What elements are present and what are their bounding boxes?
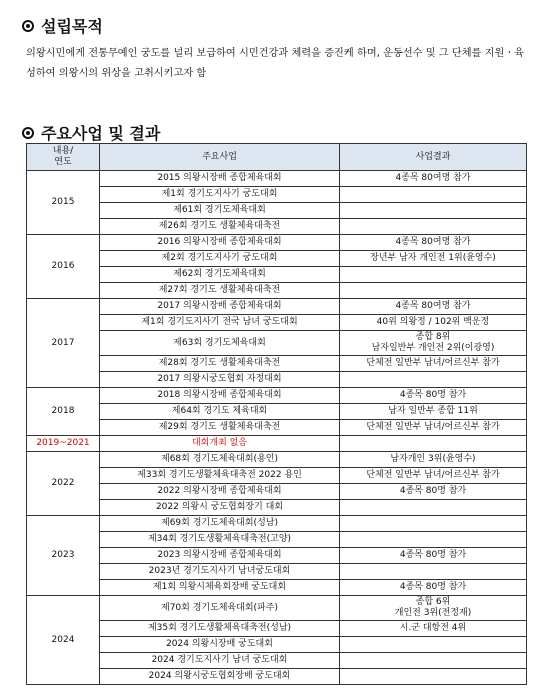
- table-row: [27, 356, 527, 372]
- result-cell: 시.군 대항전 4위: [340, 621, 527, 637]
- result-cell: 장년부 남자 개인전 1위(윤영수): [340, 251, 527, 267]
- results-table: [26, 143, 527, 685]
- purpose-title: 설립목적: [41, 17, 103, 36]
- header-result: 사업결과: [340, 144, 527, 171]
- table-row: [27, 669, 527, 685]
- result-cell: [340, 436, 527, 452]
- header-business: 주요사업: [100, 144, 340, 171]
- table-row: [27, 516, 527, 532]
- table-row: [27, 621, 527, 637]
- table-row: [27, 315, 527, 331]
- business-cell: 2024 의왕시궁도협회장배 궁도대회: [100, 669, 340, 685]
- business-cell: 2018 의왕시장배 종합체육대회: [100, 388, 340, 404]
- result-cell: 남자 일반부 종합 11위: [340, 404, 527, 420]
- business-cell: 제27회 경기도 생활체육대축전: [100, 283, 340, 299]
- result-cell: [340, 219, 527, 235]
- table-row: [27, 484, 527, 500]
- result-cell: [340, 283, 527, 299]
- result-cell: [340, 596, 527, 621]
- result-cell: [340, 564, 527, 580]
- business-cell: 제61회 경기도체육대회: [100, 203, 340, 219]
- result-cell: [340, 331, 527, 356]
- business-cell: 제1회 경기도지사기 전국 남녀 궁도대회: [100, 315, 340, 331]
- result-cell: 4종목 80명 참가: [340, 580, 527, 596]
- business-cell: 대회개최 없음: [100, 436, 340, 452]
- business-cell: 제68회 경기도체육대회(용인): [100, 452, 340, 468]
- business-cell: 제33회 경기도생활체육대축전 2022 용인: [100, 468, 340, 484]
- result-cell: [340, 203, 527, 219]
- business-cell: 2023 의왕시장배 종합체육대회: [100, 548, 340, 564]
- result-cell: 4종목 80명 참가: [340, 484, 527, 500]
- business-cell: 2024 의왕시장배 궁도대회: [100, 637, 340, 653]
- table-header-row: [27, 144, 527, 171]
- table-row: [27, 436, 527, 452]
- table-row: [27, 219, 527, 235]
- result-cell: [340, 532, 527, 548]
- result-cell: 4종목 80명 참가: [340, 388, 527, 404]
- table-row: [27, 404, 527, 420]
- business-cell: 2023년 경기도지사기 남녀궁도대회: [100, 564, 340, 580]
- result-cell: 단체전 일반부 남녀/어르신부 참가: [340, 356, 527, 372]
- business-cell: 제70회 경기도체육대회(파주): [100, 596, 340, 621]
- table-row: [27, 653, 527, 669]
- business-cell: 제28회 경기도 생활체육대축전: [100, 356, 340, 372]
- result-cell: [340, 500, 527, 516]
- table-row: [27, 251, 527, 267]
- year-cell: 2019~2021: [27, 436, 100, 452]
- result-line: 종합 8위: [415, 332, 451, 342]
- results-title: 주요사업 및 결과: [41, 124, 161, 143]
- result-cell: 4종목 80여명 참가: [340, 299, 527, 315]
- purpose-heading: [22, 14, 103, 37]
- result-cell: 남자개인 3위(윤영수): [340, 452, 527, 468]
- result-cell: [340, 516, 527, 532]
- table-row: [27, 187, 527, 203]
- business-cell: 제1회 의왕시체육회장배 궁도대회: [100, 580, 340, 596]
- header-year: [27, 144, 100, 171]
- result-cell: [340, 187, 527, 203]
- result-cell: [340, 669, 527, 685]
- business-cell: 2017 의왕시장배 종합체육대회: [100, 299, 340, 315]
- business-cell: 2022 의왕시 궁도협회장기 대회: [100, 500, 340, 516]
- business-cell: 2024 경기도지사기 남녀 궁도대회: [100, 653, 340, 669]
- purpose-text: 의왕시민에게 전통무예인 궁도를 널리 보급하여 시민건강과 체력을 증진케 하며, 운동선수 및 그 단체를 지원ㆍ육성하여 의왕시의 위상을 고취시키고자 함: [26, 48, 525, 79]
- table-row: [27, 388, 527, 404]
- table-row: [27, 548, 527, 564]
- result-cell: [340, 653, 527, 669]
- table-row: [27, 596, 527, 621]
- business-cell: 2017 의왕시궁도협회 자정대회: [100, 372, 340, 388]
- business-cell: 2015 의왕시장배 종합체육대회: [100, 171, 340, 187]
- table-row: [27, 299, 527, 315]
- year-cell: 2023: [27, 516, 100, 596]
- business-cell: 2016 의왕시장배 종합체육대회: [100, 235, 340, 251]
- table-row: [27, 468, 527, 484]
- result-cell: 4종목 80여명 참가: [340, 235, 527, 251]
- table-row: [27, 500, 527, 516]
- business-cell: 2022 의왕시장배 종합체육대회: [100, 484, 340, 500]
- business-cell: 제64회 경기도 체육대회: [100, 404, 340, 420]
- business-cell: 제34회 경기도생활체육대축전(고양): [100, 532, 340, 548]
- business-cell: 제35회 경기도생활체육대축전(성남): [100, 621, 340, 637]
- business-cell: 제1회 경기도지사기 궁도대회: [100, 187, 340, 203]
- table-row: [27, 452, 527, 468]
- table-row: [27, 283, 527, 299]
- table-row: [27, 235, 527, 251]
- result-line: 종합 6위: [415, 597, 451, 607]
- table-row: [27, 420, 527, 436]
- table-row: [27, 564, 527, 580]
- result-line: 남자일반부 개인전 2위(이광영): [371, 343, 495, 353]
- table-row: [27, 580, 527, 596]
- business-cell: 제62회 경기도체육대회: [100, 267, 340, 283]
- result-cell: [340, 637, 527, 653]
- year-cell: 2024: [27, 596, 100, 685]
- table-row: [27, 267, 527, 283]
- header-year-line2: 연도: [54, 157, 72, 167]
- business-cell: 제63회 경기도체육대회: [100, 331, 340, 356]
- result-cell: 40위 의왕정 / 102위 백운정: [340, 315, 527, 331]
- year-cell: 2018: [27, 388, 100, 436]
- year-cell: 2022: [27, 452, 100, 516]
- year-cell: 2017: [27, 299, 100, 388]
- table-row: [27, 331, 527, 356]
- table-row: [27, 532, 527, 548]
- year-cell: 2016: [27, 235, 100, 299]
- business-cell: 제69회 경기도체육대회(성남): [100, 516, 340, 532]
- table-row: [27, 372, 527, 388]
- result-line: 개인전 3위(전정재): [394, 608, 472, 618]
- double-circle-bullet-icon: [22, 20, 34, 32]
- result-cell: 4종목 80명 참가: [340, 548, 527, 564]
- result-cell: [340, 267, 527, 283]
- business-cell: 제29회 경기도 생활체육대축전: [100, 420, 340, 436]
- business-cell: 제26회 경기도 생활체육대축전: [100, 219, 340, 235]
- results-heading: [22, 121, 160, 144]
- result-cell: [340, 372, 527, 388]
- table-row: [27, 171, 527, 187]
- table-body: [27, 171, 527, 685]
- business-cell: 제2회 경기도지사기 궁도대회: [100, 251, 340, 267]
- table-row: [27, 637, 527, 653]
- year-cell: 2015: [27, 171, 100, 235]
- result-cell: 단체전 일반부 남녀/어르신부 참가: [340, 420, 527, 436]
- header-year-line1: 내용/: [52, 146, 74, 156]
- table-row: [27, 203, 527, 219]
- result-cell: 단체전 일반부 남녀/어르신부 참가: [340, 468, 527, 484]
- result-cell: 4종목 80여명 참가: [340, 171, 527, 187]
- double-circle-bullet-icon: [22, 127, 34, 139]
